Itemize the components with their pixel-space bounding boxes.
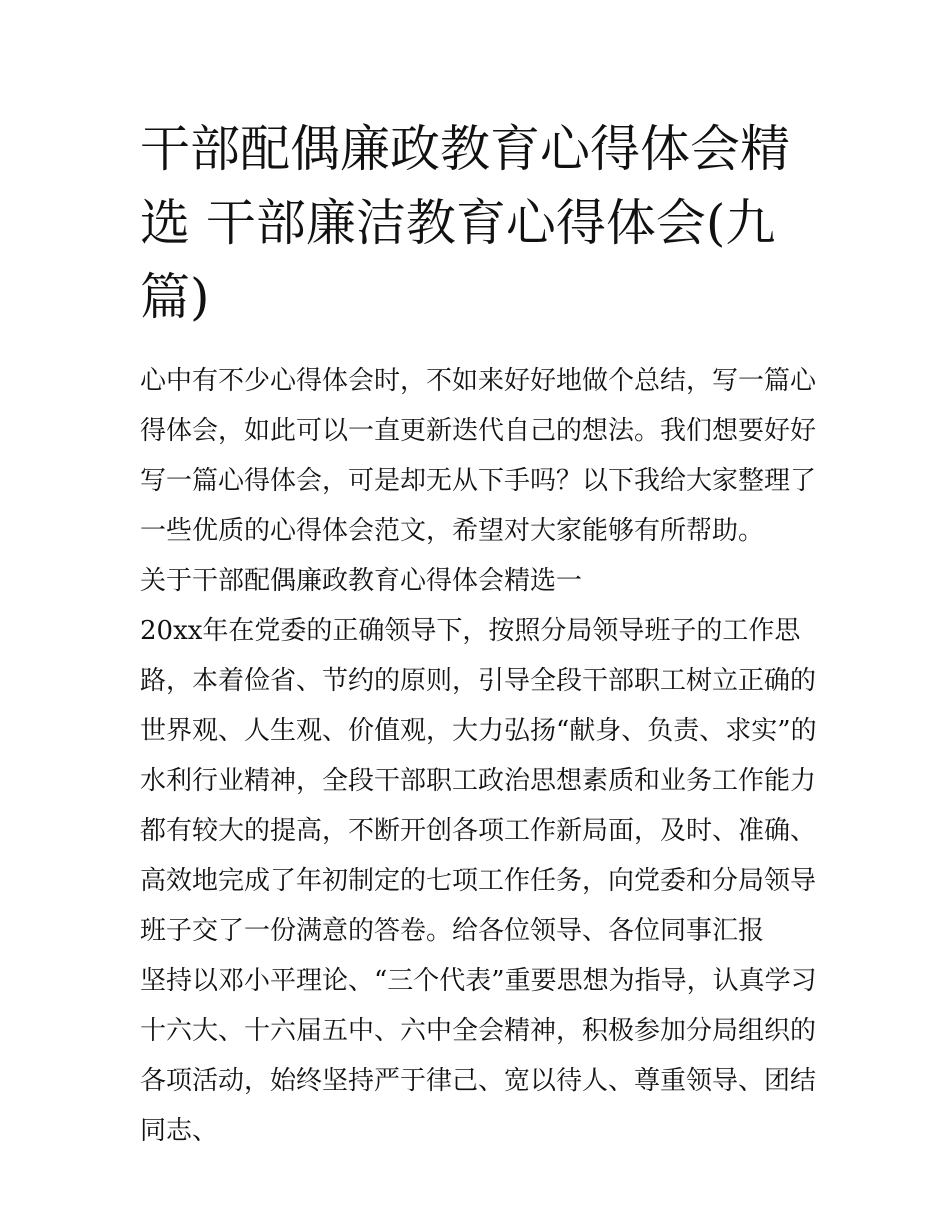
body-paragraph: 20xx年在党委的正确领导下，按照分局领导班子的工作思: [140, 616, 801, 646]
section-heading: 关于干部配偶廉政教育心得体会精选一: [140, 566, 583, 596]
intro-paragraph: 心中有不少心得体会时，不如来好好地做个总结，写一篇心得体会，如此可以一直更新迭代自己的想法。我们想要好好写一篇心得体会，可是却无从下手吗？以下我给大家整理了一些优质的心得体会范文，希望对大家能够有所帮助。: [140, 366, 817, 546]
document-body: [140, 356, 820, 1156]
document-title: 干部配偶廉政教育心得体会精选 干部廉洁教育心得体会(九篇): [140, 120, 790, 326]
body-paragraph: 坚持以邓小平理论、“三个代表”重要思想为指导，认真学习十六大、十六届五中、六中全会精神，积极参加分局组织的各项活动，始终坚持严于律己、宽以待人、尊重领导、团结同志、: [140, 966, 817, 1146]
body-paragraph: 路，本着俭省、节约的原则，引导全段干部职工树立正确的世界观、人生观、价值观，大力弘扬“献身、负责、求实”的水利行业精神，全段干部职工政治思想素质和业务工作能力都有较大的提高，不断开创各项工作新局面，及时、准确、高效地完成了年初制定的七项工作任务，向党委和分局领导班子交了一份满意的答卷。给各位领导、各位同事汇报: [140, 666, 817, 946]
